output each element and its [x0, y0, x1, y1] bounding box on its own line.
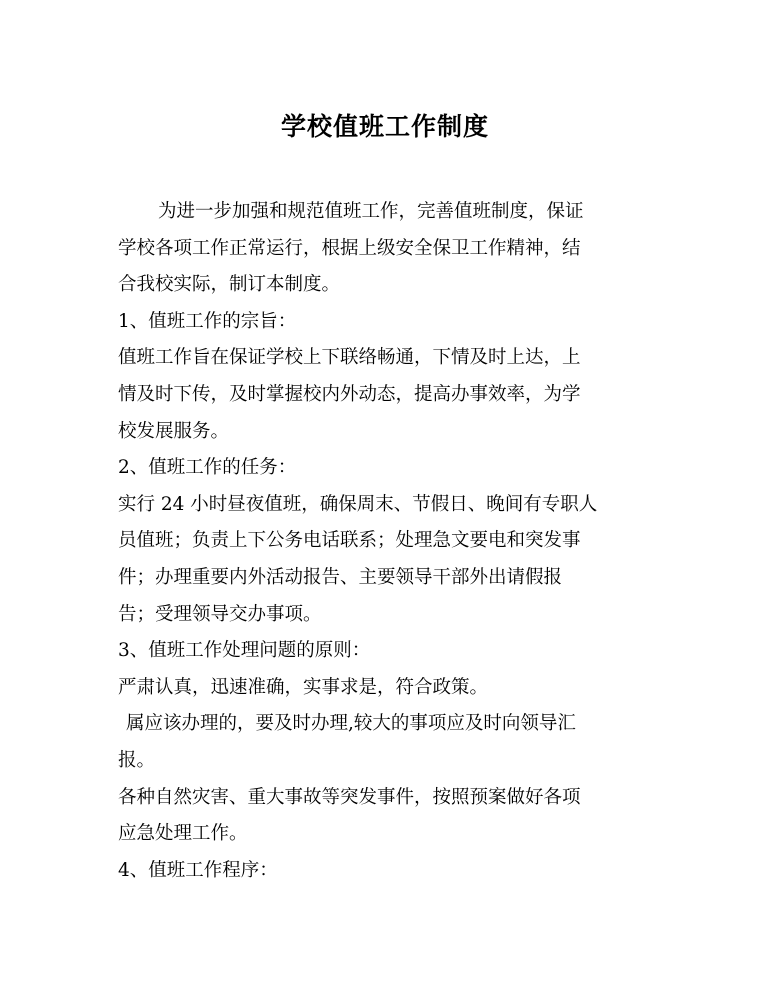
paragraph-line: 实行 24 小时昼夜值班，确保周末、节假日、晚间有专职人 [118, 493, 598, 515]
paragraph-line: 报。 [118, 749, 156, 771]
section-heading: 2、值班工作的任务： [118, 457, 297, 479]
paragraph-line: 情及时下传，及时掌握校内外动态，提高办事效率，为学 [118, 383, 581, 405]
paragraph-line: 属应该办理的，要及时办理,较大的事项应及时向领导汇 [126, 713, 576, 735]
paragraph-line: 各种自然灾害、重大事故等突发事件，按照预案做好各项 [118, 786, 581, 808]
paragraph-line: 严肃认真，迅速准确，实事求是，符合政策。 [118, 676, 489, 698]
paragraph-line: 合我校实际，制订本制度。 [118, 274, 341, 296]
paragraph-line: 员值班；负责上下公务电话联系；处理急文要电和突发事 [118, 530, 581, 552]
paragraph-line: 为进一步加强和规范值班工作，完善值班制度，保证 [158, 201, 584, 222]
section-heading: 3、值班工作处理问题的原则： [118, 640, 371, 662]
section-heading: 4、值班工作程序： [118, 859, 278, 881]
document-title: 学校值班工作制度 [280, 112, 489, 141]
paragraph-line: 学校各项工作正常运行，根据上级安全保卫工作精神，结 [118, 237, 581, 259]
document-body [118, 194, 658, 889]
paragraph-line: 件；办理重要内外活动报告、主要领导干部外出请假报 [118, 566, 563, 588]
paragraph-line: 校发展服务。 [118, 420, 230, 442]
paragraph-line: 应急处理工作。 [118, 823, 248, 845]
paragraph-line: 告；受理领导交办事项。 [118, 603, 322, 625]
paragraph-line: 值班工作旨在保证学校上下联络畅通，下情及时上达，上 [118, 347, 581, 369]
section-heading: 1、值班工作的宗旨： [118, 310, 297, 332]
